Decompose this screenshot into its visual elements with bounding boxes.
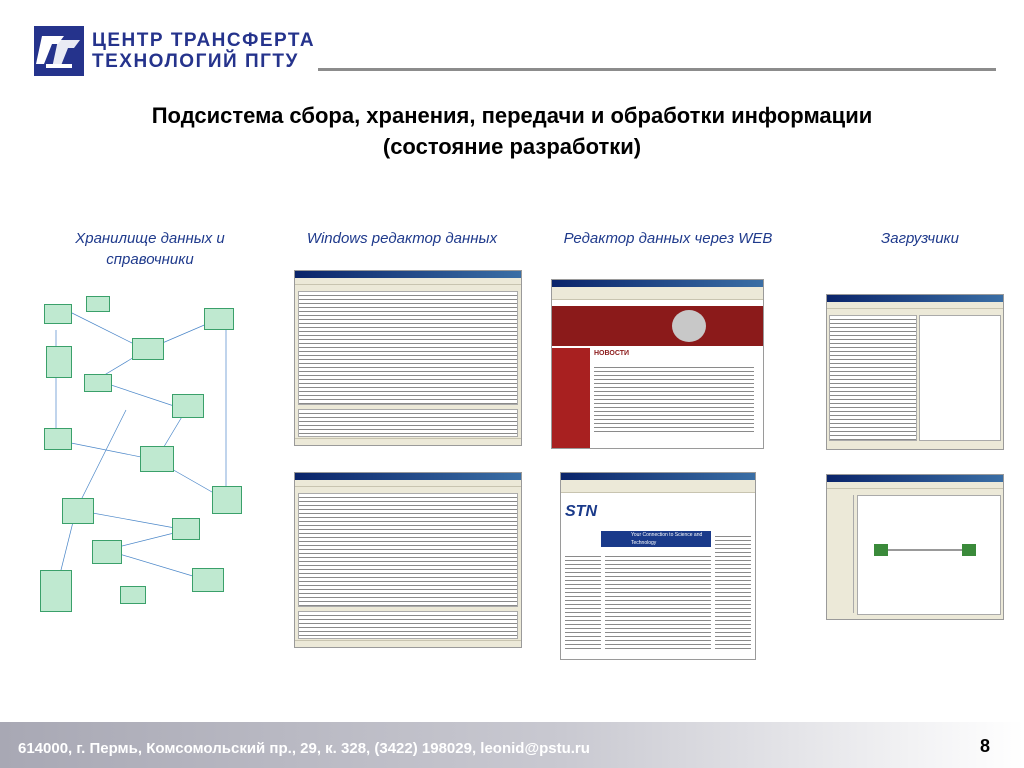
diagram-node (92, 540, 122, 564)
window-statusbar (295, 438, 521, 445)
window-menubar (827, 482, 1003, 489)
windows-editor-screenshot-2 (294, 472, 522, 648)
logo (34, 26, 316, 80)
window-titlebar (295, 271, 521, 278)
browser-titlebar (552, 280, 763, 287)
diagram-node (212, 486, 242, 514)
logo-mark-icon (34, 26, 84, 76)
diagram-node (204, 308, 234, 330)
window-menubar (295, 278, 521, 285)
reference-list (298, 291, 518, 405)
server-tree (829, 315, 917, 441)
coin-image (672, 310, 706, 342)
window-titlebar (827, 295, 1003, 302)
packages-pane (919, 315, 1001, 441)
diagram-node (44, 304, 72, 324)
diagram-node (132, 338, 164, 360)
column-label-web-editor: Редактор данных через WEB (563, 230, 773, 247)
diagram-node (172, 394, 204, 418)
column-label-windows-editor: Windows редактор данных (306, 230, 498, 247)
diagram-node (120, 586, 146, 604)
window-titlebar (827, 475, 1003, 482)
web-editor-screenshot-2 (560, 472, 756, 660)
diagram-node (86, 296, 110, 312)
stn-logo: STN (565, 503, 597, 520)
diagram-node (140, 446, 174, 472)
records-table (298, 493, 518, 607)
page-number: 8 (980, 736, 991, 756)
column-label-loaders: Загрузчики (881, 230, 959, 247)
diagram-node (46, 346, 72, 378)
diagram-node (84, 374, 112, 392)
title-line-1: Подсистема сбора, хранения, передачи и обработки информации (151, 103, 873, 128)
site-sidebar (552, 348, 590, 448)
column-label-storage (50, 228, 250, 270)
footer-address: 614000, г. Пермь, Комсомольский пр., 29, к. 328, (3422) 198029, leonid@pstu.ru (18, 740, 590, 757)
stn-tagline: Your Connection to Science and Technology (601, 531, 711, 547)
window-menubar (295, 480, 521, 487)
diagram-node (40, 570, 72, 612)
title-line-2: (состояние разработки) (382, 134, 642, 159)
logo-line-2: ТЕХНОЛОГИЙ ПГТУ (92, 51, 299, 72)
window-menubar (827, 302, 1003, 309)
column-label-storage-line-1: Хранилище данных и (75, 230, 225, 247)
stn-left-nav (565, 553, 601, 649)
header-divider (318, 68, 996, 71)
news-heading: НОВОСТИ (594, 350, 630, 357)
logo-line-1: ЦЕНТР ТРАНСФЕРТА (92, 30, 316, 51)
package-designer (857, 495, 1001, 615)
event-log (298, 409, 518, 437)
web-editor-screenshot-1 (551, 279, 764, 449)
browser-toolbar (552, 287, 763, 300)
window-statusbar (295, 640, 521, 647)
browser-toolbar (561, 480, 755, 493)
diagram-node (172, 518, 200, 540)
loader-screenshot-2 (826, 474, 1004, 620)
window-titlebar (295, 473, 521, 480)
diagram-node (62, 498, 94, 524)
browser-titlebar (561, 473, 755, 480)
column-label-storage-line-2: справочники (106, 251, 194, 268)
stn-content (605, 553, 711, 649)
logo-text (92, 30, 315, 72)
windows-editor-screenshot-1 (294, 270, 522, 446)
transform-flow (858, 496, 998, 614)
site-banner (552, 306, 763, 346)
slide-title (60, 100, 964, 162)
task-palette (829, 495, 854, 613)
data-warehouse-diagram (36, 290, 256, 620)
diagram-node (44, 428, 72, 450)
event-log (298, 611, 518, 639)
loader-screenshot-1 (826, 294, 1004, 450)
news-text (594, 364, 754, 434)
diagram-node (192, 568, 224, 592)
stn-right-nav (715, 533, 751, 649)
